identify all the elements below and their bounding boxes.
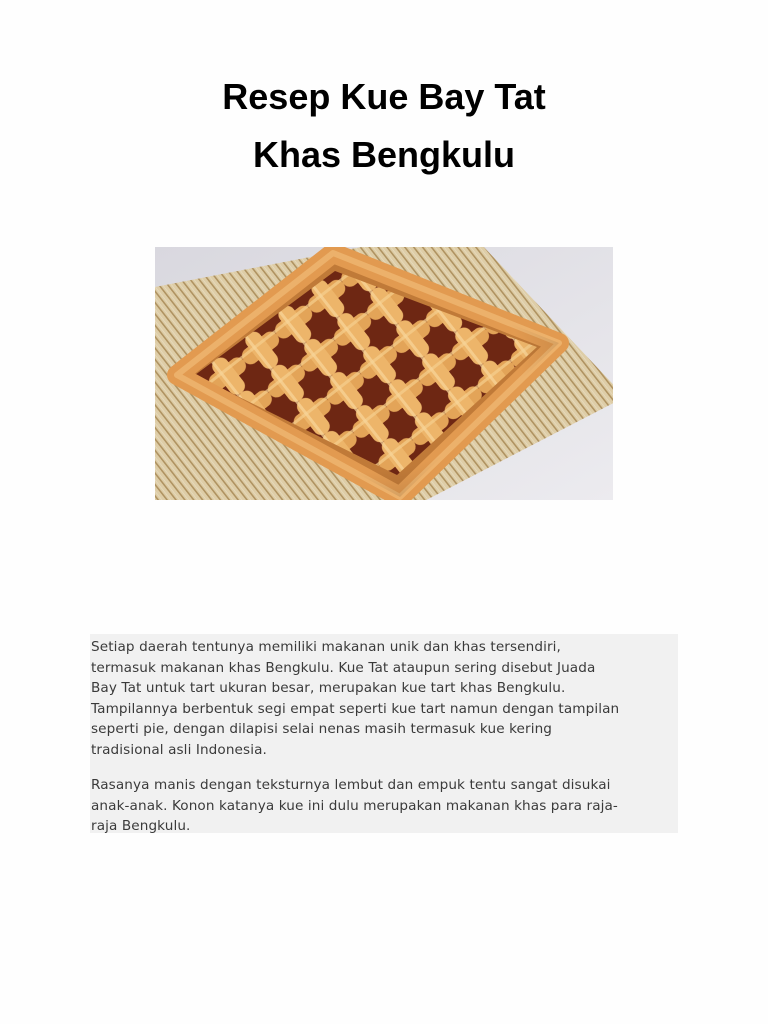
paragraph-1-line: Bay Tat untuk tart ukuran besar, merupakan kue tart khas Bengkulu. [91, 680, 566, 697]
title-line-2: Khas Bengkulu [252, 134, 516, 175]
paragraph-2-line: raja Bengkulu. [91, 818, 191, 835]
paragraph-2-line: anak-anak. Konon katanya kue ini dulu merupakan makanan khas para raja- [91, 797, 618, 814]
paragraph-1-line: Setiap daerah tentunya memiliki makanan unik dan khas tersendiri, [91, 639, 561, 655]
page-title [0, 68, 768, 184]
paragraph-2-line: Rasanya manis dengan teksturnya lembut dan empuk tentu sangat disukai [91, 777, 611, 793]
title-line-1: Resep Kue Bay Tat [222, 76, 546, 117]
paragraph-1-line: seperti pie, dengan dilapisi selai nenas masih termasuk kue kering [91, 721, 553, 738]
kue-bay-tat-photo [155, 247, 613, 500]
paragraph-1-line: termasuk makanan khas Bengkulu. Kue Tat ataupun sering disebut Juada [91, 659, 596, 676]
paragraph-2 [91, 775, 677, 837]
paragraph-1-line: tradisional asli Indonesia. [91, 741, 267, 758]
paragraph-1-line: Tampilannya berbentuk segi empat seperti kue tart namun dengan tampilan [91, 700, 620, 717]
paragraph-1 [91, 637, 677, 761]
